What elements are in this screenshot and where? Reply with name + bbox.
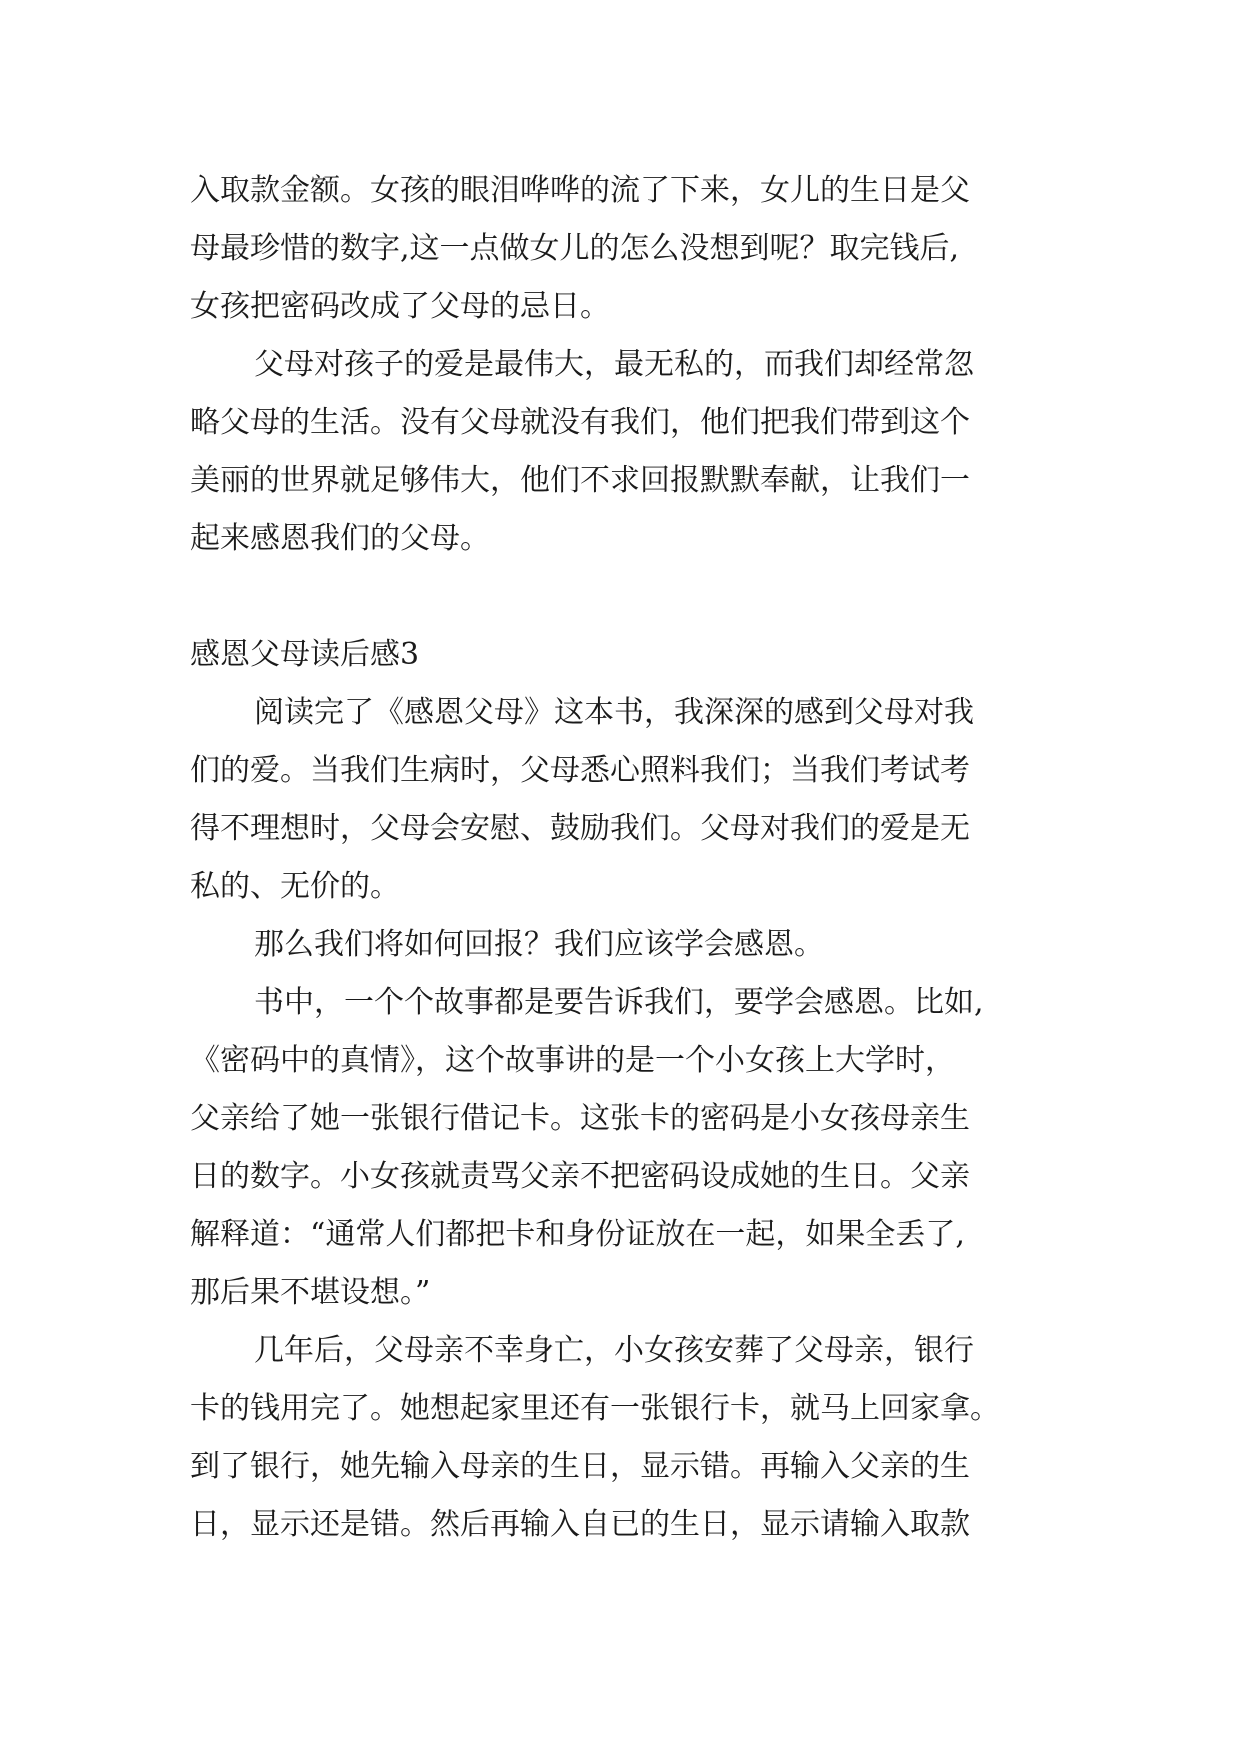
text-line: 私的、无价的。 <box>190 869 400 904</box>
text-line: 美丽的世界就足够伟大，他们不求回报默默奉献，让我们一 <box>190 463 970 498</box>
document-body <box>190 162 1070 1554</box>
paragraph-1 <box>190 162 1070 336</box>
text-line: 日的数字。小女孩就责骂父亲不把密码设成她的生日。父亲 <box>190 1159 970 1194</box>
text-line: 解释道：“通常人们都把卡和身份证放在一起，如果全丢了, <box>190 1217 965 1252</box>
text-line: 得不理想时，父母会安慰、鼓励我们。父母对我们的爱是无 <box>190 811 970 846</box>
text-line: 日，显示还是错。然后再输入自已的生日，显示请输入取款 <box>190 1507 970 1542</box>
text-line: 入取款金额。女孩的眼泪哗哗的流了下来，女儿的生日是父 <box>190 173 970 208</box>
text-line: 父母对孩子的爱是最伟大，最无私的，而我们却经常忽 <box>254 347 974 382</box>
text-line: 女孩把密码改成了父母的忌日。 <box>190 289 610 324</box>
text-line: 那后果不堪设想。” <box>190 1275 431 1310</box>
text-line: 书中，一个个故事都是要告诉我们，要学会感恩。比如, <box>254 985 984 1020</box>
blank-line <box>190 568 1070 626</box>
paragraph-4 <box>190 916 1070 974</box>
text-line: 到了银行，她先输入母亲的生日，显示错。再输入父亲的生 <box>190 1449 970 1484</box>
paragraph-5 <box>190 974 1070 1322</box>
text-line: 起来感恩我们的父母。 <box>190 521 490 556</box>
paragraph-6 <box>190 1322 1070 1554</box>
section-heading: 感恩父母读后感3 <box>190 637 420 672</box>
paragraph-2 <box>190 336 1070 568</box>
text-line: 略父母的生活。没有父母就没有我们，他们把我们带到这个 <box>190 405 970 440</box>
text-line: 卡的钱用完了。她想起家里还有一张银行卡，就马上回家拿。 <box>190 1391 1000 1426</box>
text-line: 阅读完了《感恩父母》这本书，我深深的感到父母对我 <box>254 695 974 730</box>
paragraph-3 <box>190 684 1070 916</box>
text-line: 几年后，父母亲不幸身亡，小女孩安葬了父母亲，银行 <box>254 1333 974 1368</box>
text-line: 《密码中的真情》，这个故事讲的是一个小女孩上大学时， <box>190 1043 955 1078</box>
text-line: 父亲给了她一张银行借记卡。这张卡的密码是小女孩母亲生 <box>190 1101 970 1136</box>
text-line: 母最珍惜的数字,这一点做女儿的怎么没想到呢？取完钱后, <box>190 231 960 266</box>
text-line: 们的爱。当我们生病时，父母悉心照料我们；当我们考试考 <box>190 753 970 788</box>
text-line: 那么我们将如何回报？我们应该学会感恩。 <box>254 927 824 962</box>
